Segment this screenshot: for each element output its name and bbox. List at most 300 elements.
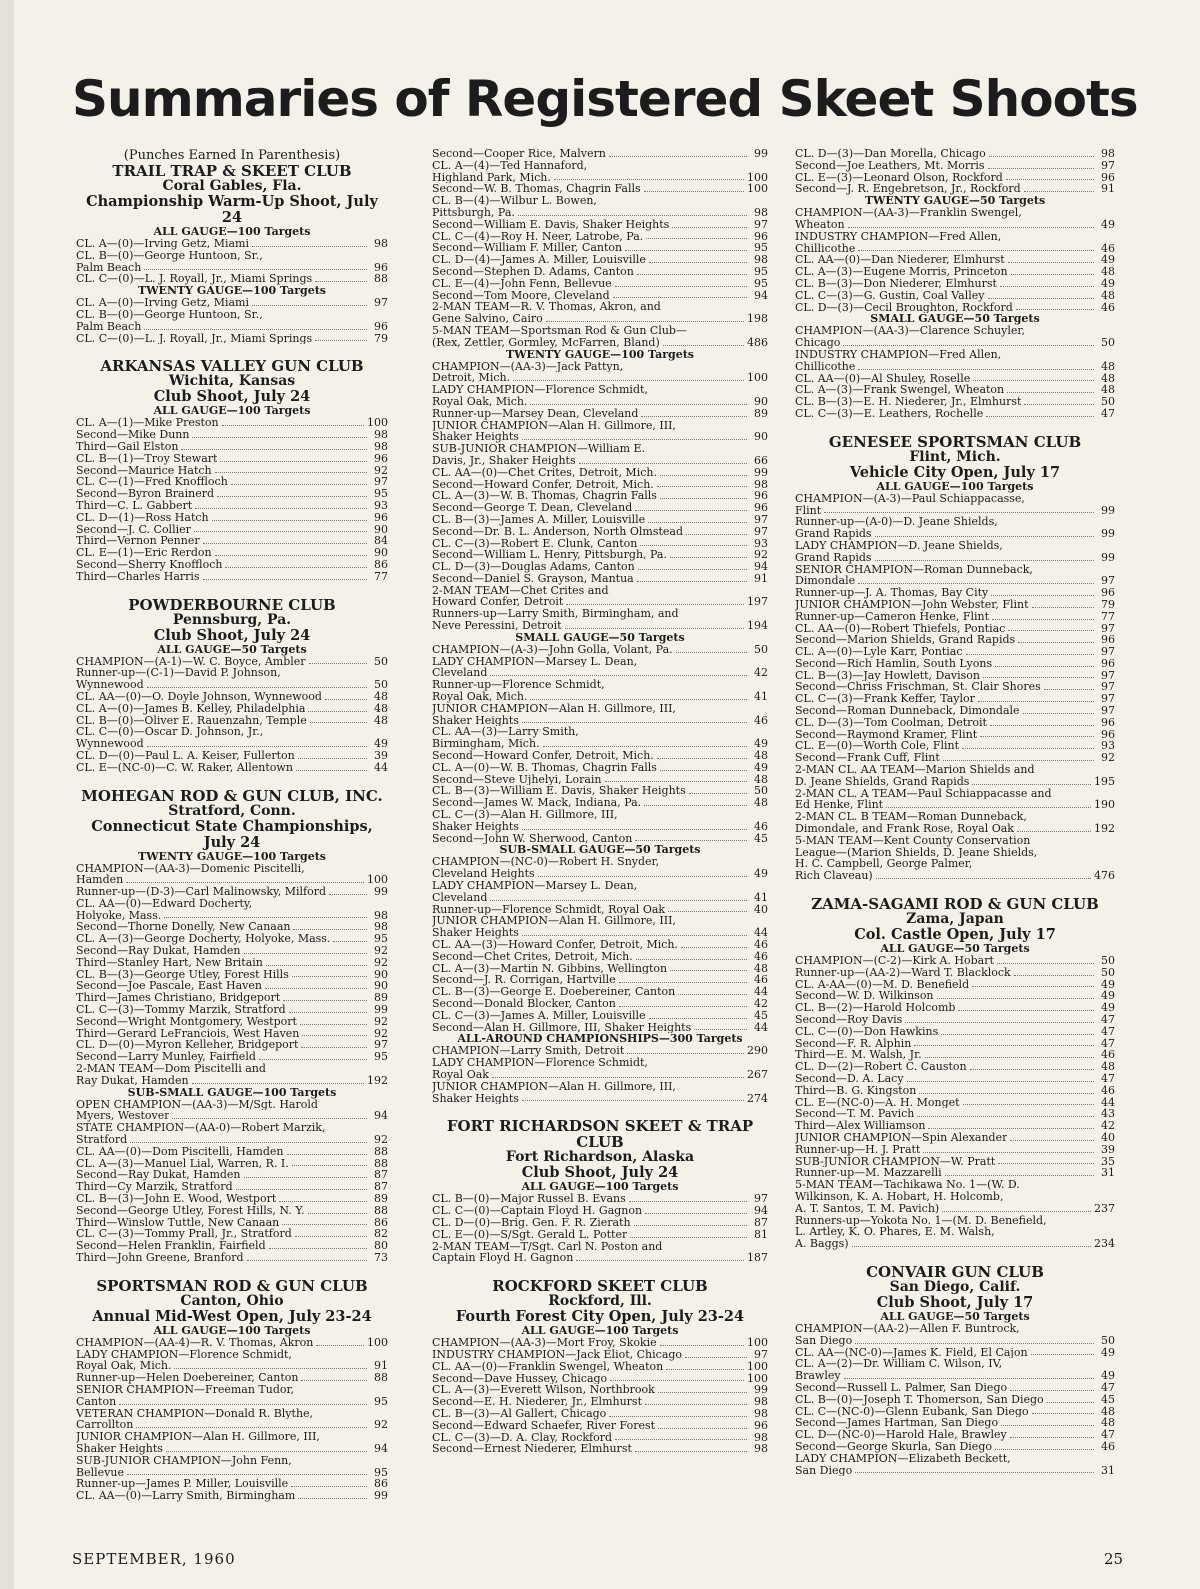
result-text: Grand Rapids bbox=[795, 528, 872, 540]
result-text: Second—J. R. Corrigan, Hartville bbox=[432, 974, 616, 987]
score: 97 bbox=[754, 1192, 768, 1206]
score: 50 bbox=[1101, 965, 1115, 979]
result-line bbox=[432, 797, 768, 809]
result-text: CL. D—(3)—Tom Coolman, Detroit bbox=[795, 716, 987, 729]
dot-leader bbox=[172, 1118, 367, 1119]
result-line bbox=[432, 526, 768, 538]
score: 96 bbox=[374, 260, 388, 274]
result-text: Third—Alex Williamson bbox=[795, 1120, 926, 1132]
result-line bbox=[432, 396, 768, 408]
result-text: Flint bbox=[795, 504, 822, 517]
score: 48 bbox=[754, 749, 768, 763]
result-text: Second—Howard Confer, Detroit, Mich. bbox=[432, 750, 654, 762]
score: 50 bbox=[1101, 954, 1115, 968]
score: 96 bbox=[754, 501, 768, 515]
dot-leader bbox=[686, 534, 747, 535]
score: 97 bbox=[1101, 574, 1115, 588]
result-line bbox=[795, 752, 1115, 764]
result-text: L. Artley, K. O. Phares, E. M. Walsh, bbox=[795, 1226, 995, 1239]
result-text: Wheaton bbox=[795, 218, 845, 231]
score: 84 bbox=[374, 534, 388, 548]
result-text: CL. AA—(0)—Chet Crites, Detroit, Mich. bbox=[432, 466, 657, 479]
result-line bbox=[76, 500, 388, 512]
result-line bbox=[76, 750, 388, 762]
result-line bbox=[76, 262, 388, 274]
result-text: OPEN CHAMPION—(AA-3)—M/Sgt. Harold bbox=[76, 1098, 318, 1111]
score: 96 bbox=[1101, 586, 1115, 600]
dot-leader bbox=[998, 1163, 1094, 1164]
result-line bbox=[76, 738, 388, 750]
result-line bbox=[795, 1049, 1115, 1061]
result-line bbox=[795, 693, 1115, 705]
club-location: Stratford, Conn. bbox=[168, 802, 296, 819]
result-line bbox=[795, 1335, 1115, 1347]
result-text: CL. A—(0)—Irving Getz, Miami bbox=[76, 297, 249, 309]
dot-leader bbox=[989, 156, 1094, 157]
result-text: LADY CHAMPION—D. Jeane Shields, bbox=[795, 539, 1003, 552]
result-text: Third—Stanley Hart, New Britain bbox=[76, 956, 263, 969]
dot-leader bbox=[1008, 630, 1094, 631]
result-line bbox=[432, 892, 768, 904]
result-text: CL. E—(4)—John Fenn, Bellevue bbox=[432, 277, 612, 290]
section-gap bbox=[432, 1104, 768, 1118]
score: 49 bbox=[754, 737, 768, 751]
result-line bbox=[795, 278, 1115, 290]
score: 98 bbox=[754, 1442, 768, 1456]
result-text: Second—Daniel S. Grayson, Mantua bbox=[432, 572, 634, 585]
result-line bbox=[432, 974, 768, 986]
result-line bbox=[432, 301, 768, 313]
result-line bbox=[795, 540, 1115, 552]
dot-leader bbox=[645, 1404, 747, 1405]
dot-leader bbox=[660, 498, 747, 499]
result-line bbox=[795, 219, 1115, 231]
club-name: ZAMA-SAGAMI ROD & GUN CLUB bbox=[811, 895, 1099, 914]
result-text: Second—D. A. Lacy bbox=[795, 1073, 904, 1085]
dot-leader bbox=[300, 1024, 367, 1025]
dot-leader bbox=[635, 840, 747, 841]
score: 47 bbox=[1101, 1036, 1115, 1050]
result-text: CL. C—(3)—Alan H. Gillmore, III, bbox=[432, 809, 618, 821]
result-text: Second—Ray Dukat, Hamden bbox=[76, 945, 241, 957]
club-name: ROCKFORD SKEET CLUB bbox=[492, 1277, 708, 1296]
result-line bbox=[432, 408, 768, 420]
score: 48 bbox=[374, 689, 388, 703]
result-text: 2-MAN TEAM—T/Sgt. Carl N. Poston and bbox=[432, 1240, 663, 1253]
result-line bbox=[76, 957, 388, 969]
result-line bbox=[795, 516, 1115, 528]
result-text: CL. C—(3)—D. A. Clay, Rockford bbox=[432, 1431, 613, 1444]
result-text: Detroit, Mich. bbox=[432, 372, 511, 385]
result-text: Second—Wright Montgomery, Westport bbox=[76, 1015, 297, 1028]
dot-leader bbox=[522, 1100, 744, 1101]
result-line bbox=[795, 172, 1115, 184]
score: 98 bbox=[754, 1395, 768, 1409]
result-line bbox=[432, 207, 768, 219]
dot-leader bbox=[293, 929, 367, 930]
result-line bbox=[432, 467, 768, 479]
score: 49 bbox=[754, 867, 768, 881]
result-line bbox=[76, 453, 388, 465]
dot-leader bbox=[660, 770, 747, 771]
result-text: Birmingham, Mich. bbox=[432, 738, 540, 751]
event-title: Fourth Forest City Open, July 23-24 bbox=[455, 1308, 745, 1326]
result-text: CL. D—(3)—Douglas Adams, Canton bbox=[432, 561, 635, 573]
result-line bbox=[795, 670, 1115, 682]
result-text: INDUSTRY CHAMPION—Fred Allen, bbox=[795, 348, 1002, 361]
result-text: CL. C—(0)—Captain Floyd H. Gagnon bbox=[432, 1205, 643, 1217]
result-line bbox=[432, 963, 768, 975]
result-text: CL. E—(NC-0)—A. H. Monget bbox=[795, 1096, 960, 1109]
dot-leader bbox=[1016, 309, 1094, 310]
result-line bbox=[76, 1252, 388, 1264]
result-text: Myers, Westover bbox=[76, 1110, 170, 1123]
result-line bbox=[432, 715, 768, 727]
result-text: CL. AA—(0)—Franklin Swengel, Wheaton bbox=[432, 1360, 664, 1373]
dot-leader bbox=[538, 876, 747, 877]
score: 92 bbox=[374, 1133, 388, 1147]
score: 96 bbox=[754, 229, 768, 243]
dot-leader bbox=[296, 770, 367, 771]
score: 92 bbox=[374, 1418, 388, 1432]
result-line bbox=[76, 1431, 388, 1443]
score: 99 bbox=[374, 1003, 388, 1017]
score: 49 bbox=[1101, 217, 1115, 231]
event-title: Club Shoot, July 24 bbox=[153, 626, 311, 644]
result-text: CL. C—(3)—Tommy Marzik, Stratford bbox=[76, 1004, 286, 1016]
result-line bbox=[795, 1465, 1115, 1477]
result-line bbox=[76, 656, 388, 668]
club-location: Fort Richardson, Alaska bbox=[505, 1149, 695, 1166]
result-text: Holyoke, Mass. bbox=[76, 909, 162, 922]
score: 97 bbox=[754, 524, 768, 538]
result-text: Third—C. L. Gabbert bbox=[76, 499, 193, 512]
result-text: Second—James W. Mack, Indiana, Pa. bbox=[432, 797, 642, 810]
score: 82 bbox=[374, 1227, 388, 1241]
result-text: CL. A—(0)—James B. Kelley, Philadelphia bbox=[76, 702, 306, 715]
result-line bbox=[795, 1394, 1115, 1406]
score: 237 bbox=[1094, 1201, 1115, 1215]
result-text: Wilkinson, K. A. Hobart, H. Holcomb, bbox=[795, 1190, 1004, 1203]
club-location: Rockford, Ill. bbox=[548, 1293, 652, 1310]
result-line bbox=[432, 290, 768, 302]
club-name: TRAIL TRAP & SKEET CLUB bbox=[112, 162, 352, 180]
score: 94 bbox=[374, 1441, 388, 1455]
score: 50 bbox=[754, 784, 768, 798]
dot-leader bbox=[301, 1380, 367, 1381]
dot-leader bbox=[316, 1345, 364, 1346]
dot-leader bbox=[855, 1343, 1094, 1344]
result-line bbox=[795, 1323, 1115, 1335]
score: 92 bbox=[1101, 751, 1115, 765]
result-text: Wynnewood bbox=[76, 738, 144, 750]
result-text: CHAMPION—(AA-3)—Domenic Piscitelli, bbox=[76, 862, 305, 875]
result-line bbox=[432, 927, 768, 939]
dot-leader bbox=[978, 701, 1094, 702]
dot-leader bbox=[1031, 1354, 1094, 1355]
result-text: Runners-up—Yokota No. 1—(M. D. Benefield, bbox=[795, 1214, 1047, 1227]
score: 94 bbox=[754, 560, 768, 574]
result-text: CL. D—(2)—Robert C. Causton bbox=[795, 1061, 967, 1073]
score: 49 bbox=[1101, 1345, 1115, 1359]
result-text: CL. B—(0)—Oliver E. Rauenzahn, Temple bbox=[76, 714, 307, 727]
dot-leader bbox=[694, 1029, 747, 1030]
result-text: CL. B—(0)—George Huntoon, Sr., bbox=[76, 249, 263, 262]
result-text: Second—Howard Confer, Detroit, Mich. bbox=[432, 478, 654, 491]
dot-leader bbox=[905, 1022, 1094, 1023]
score: 35 bbox=[1101, 1154, 1115, 1168]
score: 97 bbox=[1101, 668, 1115, 682]
dot-leader bbox=[530, 699, 747, 700]
result-line bbox=[432, 1010, 768, 1022]
result-text: Highland Park, Mich. bbox=[432, 171, 551, 184]
result-text: JUNIOR CHAMPION—Spin Alexander bbox=[795, 1131, 1008, 1144]
result-line bbox=[795, 254, 1115, 266]
result-line bbox=[76, 465, 388, 477]
result-line bbox=[795, 599, 1115, 611]
event-title: Annual Mid-West Open, July 23-24 bbox=[92, 1307, 372, 1325]
result-text: Davis, Jr., Shaker Heights bbox=[432, 454, 576, 467]
dot-leader bbox=[518, 215, 747, 216]
score: 49 bbox=[1101, 1369, 1115, 1383]
result-text: CL. AA—(0)—Robert Thiefels, Pontiac bbox=[795, 622, 1006, 635]
score: 42 bbox=[754, 996, 768, 1010]
result-line bbox=[76, 1467, 388, 1479]
result-line bbox=[432, 1045, 768, 1057]
dot-leader bbox=[522, 935, 747, 936]
result-line bbox=[432, 431, 768, 443]
score: 48 bbox=[374, 701, 388, 715]
result-text: Second—William L. Henry, Pittsburgh, Pa. bbox=[432, 549, 667, 562]
score: 91 bbox=[1101, 182, 1115, 196]
result-text: Runner-up—James P. Miller, Louisville bbox=[76, 1478, 289, 1491]
result-line bbox=[432, 1349, 768, 1361]
score: 45 bbox=[1101, 1392, 1115, 1406]
dot-leader bbox=[308, 711, 367, 712]
dot-leader bbox=[876, 878, 1091, 879]
result-text: Second—Tom Moore, Cleveland bbox=[432, 289, 610, 302]
result-text: Third—John Greene, Branford bbox=[76, 1252, 244, 1264]
dot-leader bbox=[298, 758, 367, 759]
result-line bbox=[795, 349, 1115, 361]
result-line bbox=[795, 528, 1115, 540]
result-line bbox=[432, 1361, 768, 1373]
result-text: CL. C—(0)—L. J. Royall, Jr., Miami Springs bbox=[76, 332, 313, 345]
result-text: CL. D—(0)—Paul L. A. Keiser, Fullerton bbox=[76, 749, 295, 762]
result-line bbox=[432, 361, 768, 373]
dot-leader bbox=[970, 1069, 1094, 1070]
score: 86 bbox=[374, 1477, 388, 1491]
result-text: Second—Raymond Kramer, Flint bbox=[795, 728, 978, 741]
result-text: CL. D—(3)—Cecil Broughton, Rockford bbox=[795, 301, 1013, 314]
dot-leader bbox=[637, 581, 747, 582]
result-text: Second—George Utley, Forest Hills, N. Y. bbox=[76, 1204, 305, 1217]
result-text: Second—Byron Brainerd bbox=[76, 488, 215, 500]
dot-leader bbox=[672, 227, 747, 228]
score: 97 bbox=[374, 296, 388, 310]
club-location: Wichita, Kansas bbox=[168, 373, 296, 390]
dot-leader bbox=[925, 1057, 1094, 1058]
result-text: CL. A-AA—(0)—M. D. Benefield bbox=[795, 978, 970, 991]
result-line bbox=[432, 479, 768, 491]
dot-leader bbox=[973, 380, 1094, 381]
result-line bbox=[76, 910, 388, 922]
result-text: Second—Roman Dunneback, Dimondale bbox=[795, 705, 1020, 717]
column-1 bbox=[76, 148, 388, 1538]
result-line bbox=[76, 1490, 388, 1502]
score: 234 bbox=[1094, 1237, 1115, 1251]
score: 91 bbox=[754, 571, 768, 585]
dot-leader bbox=[983, 677, 1094, 678]
score: 41 bbox=[754, 690, 768, 704]
result-text: LADY CHAMPION—Florence Schmidt, bbox=[432, 1057, 648, 1069]
score: 93 bbox=[374, 498, 388, 512]
result-text: CL. C—(3)—Frank Keffer, Taylor bbox=[795, 693, 975, 706]
result-text: LADY CHAMPION—Marsey L. Dean, bbox=[432, 655, 638, 668]
dot-leader bbox=[610, 1380, 744, 1381]
result-line bbox=[432, 785, 768, 797]
dot-leader bbox=[195, 508, 367, 509]
result-line bbox=[795, 384, 1115, 396]
score: 45 bbox=[754, 1008, 768, 1022]
dot-leader bbox=[283, 1000, 367, 1001]
dot-leader bbox=[1047, 1402, 1094, 1403]
dot-leader bbox=[958, 1010, 1094, 1011]
score: 41 bbox=[754, 890, 768, 904]
dot-leader bbox=[1018, 642, 1094, 643]
result-line bbox=[76, 1099, 388, 1111]
dot-leader bbox=[657, 486, 747, 487]
result-line bbox=[795, 148, 1115, 160]
result-line bbox=[432, 904, 768, 916]
score: 267 bbox=[747, 1067, 768, 1081]
result-text: Palm Beach bbox=[76, 261, 142, 274]
score: 40 bbox=[754, 902, 768, 916]
score: 88 bbox=[374, 1156, 388, 1170]
dot-leader bbox=[609, 156, 747, 157]
result-text: CL. B—(3)—George E. Doebereiner, Canton bbox=[432, 986, 676, 998]
binding-margin bbox=[0, 0, 14, 1589]
result-line bbox=[432, 809, 768, 821]
score: 48 bbox=[374, 713, 388, 727]
score: 95 bbox=[374, 932, 388, 946]
result-text: CL. D—(4)—James A. Miller, Louisville bbox=[432, 254, 646, 266]
event-title: Club Shoot, July 24 bbox=[153, 388, 311, 406]
result-text: LADY CHAMPION—Florence Schmidt, bbox=[432, 384, 648, 396]
result-line bbox=[432, 644, 768, 656]
score: 44 bbox=[754, 985, 768, 999]
result-text: CL. C—(1)—Fred Knoffloch bbox=[76, 476, 228, 489]
score: 49 bbox=[1101, 253, 1115, 267]
dot-leader bbox=[1032, 1413, 1094, 1414]
result-text: Bellevue bbox=[76, 1466, 124, 1479]
result-text: 5-MAN TEAM—Tachikawa No. 1—(W. D. bbox=[795, 1179, 1020, 1191]
section-gap bbox=[432, 1264, 768, 1278]
result-text: CHAMPION—Larry Smith, Detroit bbox=[432, 1045, 625, 1058]
dot-leader bbox=[291, 1486, 367, 1487]
event-title: Club Shoot, July 24 bbox=[521, 1164, 679, 1182]
dot-leader bbox=[1008, 262, 1094, 263]
dot-leader bbox=[126, 882, 364, 883]
result-text: Second—George T. Dean, Cleveland bbox=[432, 502, 633, 514]
score: 100 bbox=[747, 182, 768, 196]
result-line bbox=[432, 254, 768, 266]
result-text: CL. C—(4)—Roy H. Neer, Latrobe, Pa. bbox=[432, 230, 644, 243]
dot-leader bbox=[648, 522, 747, 523]
gauge-heading: ALL GAUGE—100 Targets bbox=[153, 1323, 311, 1337]
club-location: Flint, Mich. bbox=[909, 448, 1001, 465]
result-line bbox=[76, 1217, 388, 1229]
score: 46 bbox=[754, 973, 768, 987]
result-text: Second—Marion Shields, Grand Rapids bbox=[795, 634, 1016, 647]
result-text: Second—T. M. Pavich bbox=[795, 1108, 915, 1121]
result-text: CL. AA—(0)—Larry Smith, Birmingham bbox=[76, 1490, 296, 1502]
result-text: Runner-up—H. J. Pratt bbox=[795, 1143, 921, 1156]
result-line bbox=[432, 219, 768, 231]
result-text: 2-MAN TEAM—Dom Piscitelli and bbox=[76, 1063, 266, 1075]
result-text: Stratford bbox=[76, 1134, 128, 1146]
result-text: A. Baggs) bbox=[795, 1238, 849, 1250]
result-line bbox=[76, 703, 388, 715]
dot-leader bbox=[1044, 689, 1094, 690]
score: 192 bbox=[1094, 822, 1115, 836]
score: 98 bbox=[374, 428, 388, 442]
result-line bbox=[76, 1228, 388, 1240]
dot-leader bbox=[629, 1201, 747, 1202]
result-line bbox=[432, 514, 768, 526]
dot-leader bbox=[942, 1211, 1091, 1212]
result-line bbox=[76, 715, 388, 727]
score: 40 bbox=[1101, 1130, 1115, 1144]
result-line bbox=[795, 408, 1115, 420]
club-location: San Diego, Calif. bbox=[889, 1278, 1021, 1295]
dot-leader bbox=[670, 970, 747, 971]
result-line bbox=[432, 856, 768, 868]
result-text: Second—Russell L. Palmer, San Diego bbox=[795, 1381, 1008, 1394]
score: 80 bbox=[374, 1239, 388, 1253]
dot-leader bbox=[292, 976, 367, 977]
section-gap bbox=[76, 344, 388, 358]
gauge-heading: SUB-SMALL GAUGE—100 Targets bbox=[127, 1085, 337, 1099]
score: 476 bbox=[1094, 869, 1115, 883]
club-name: ARKANSAS VALLEY GUN CLUB bbox=[100, 357, 364, 376]
result-text: CL. C—(3)—G. Gustin, Coal Valley bbox=[795, 289, 985, 302]
score: 49 bbox=[754, 760, 768, 774]
result-line bbox=[432, 172, 768, 184]
score: 46 bbox=[754, 949, 768, 963]
section-gap bbox=[76, 774, 388, 788]
result-text: Second—Larry Munley, Fairfield bbox=[76, 1051, 256, 1064]
dot-leader bbox=[222, 425, 364, 426]
score: 97 bbox=[1101, 621, 1115, 635]
dot-leader bbox=[302, 1035, 367, 1036]
score: 39 bbox=[1101, 1142, 1115, 1156]
result-line bbox=[76, 980, 388, 992]
result-line bbox=[432, 1241, 768, 1253]
result-line bbox=[795, 1370, 1115, 1382]
result-text: Second—James Hartman, San Diego bbox=[795, 1417, 999, 1430]
score: 48 bbox=[754, 796, 768, 810]
result-line bbox=[76, 691, 388, 703]
result-text: Shaker Heights bbox=[432, 927, 519, 939]
dot-leader bbox=[1024, 404, 1094, 405]
result-text: Third—Winslow Tuttle, New Canaan bbox=[76, 1216, 280, 1229]
score: 100 bbox=[747, 170, 768, 184]
dot-leader bbox=[640, 545, 747, 546]
result-text: A. T. Santos, T. M. Pavich) bbox=[795, 1202, 940, 1215]
result-line bbox=[795, 564, 1115, 576]
result-line bbox=[76, 1039, 388, 1051]
